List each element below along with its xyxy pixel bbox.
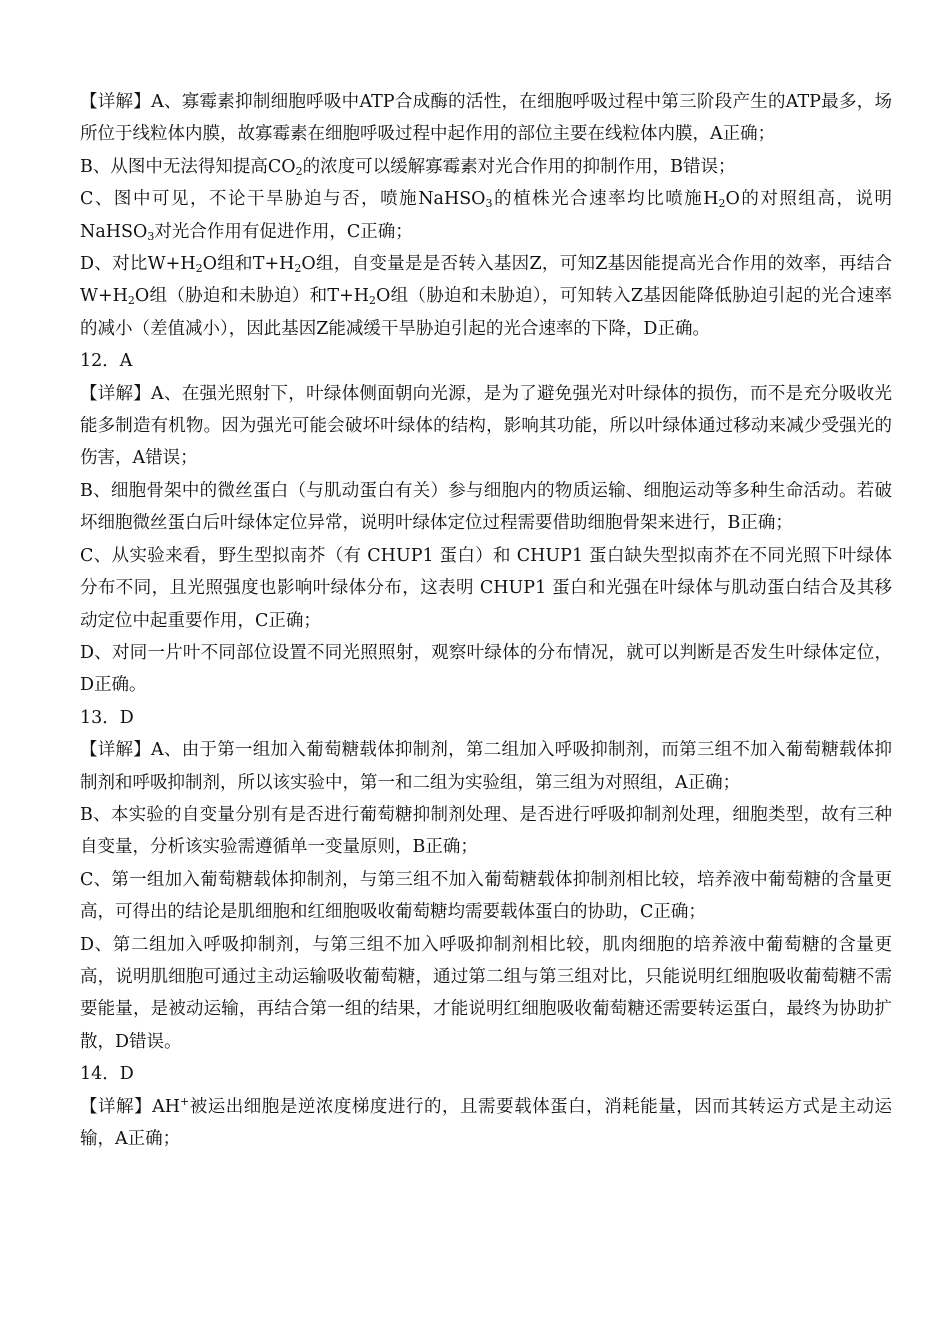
q12-detail-a: 【详解】A、在强光照射下，叶绿体侧面朝向光源，是为了避免强光对叶绿体的损伤，而不是充分吸收光能多制造有机物。因为强光可能会破坏叶绿体的结构，影响其功能，所以叶绿体通过移动来减少受强光的伤害，A错误； bbox=[80, 383, 892, 469]
q14-detail-a: 【详解】AH+被运出细胞是逆浓度梯度进行的，且需要载体蛋白，消耗能量，因而其转运方式是主动运输，A正确； bbox=[80, 1094, 892, 1149]
q11-detail-a: 【详解】A、寡霉素抑制细胞呼吸中ATP合成酶的活性，在细胞呼吸过程中第三阶段产生的ATP最多，场所位于线粒体内膜，故寡霉素在细胞呼吸过程中起作用的部位主要在线粒体内膜，A正确； bbox=[80, 92, 892, 145]
q12-option-d: D、对同一片叶不同部位设置不同光照照射，观察叶绿体的分布情况，就可以判断是否发生叶绿体定位，D正确。 bbox=[80, 642, 892, 696]
q13-answer: 13．D bbox=[80, 707, 134, 728]
document-page bbox=[80, 86, 892, 1155]
q13-detail-a: 【详解】A、由于第一组加入葡萄糖载体抑制剂，第二组加入呼吸抑制剂，而第三组不加入葡萄糖载体抑制剂和呼吸抑制剂，所以该实验中，第一和二组为实验组，第三组为对照组，A正确； bbox=[80, 740, 892, 793]
q12-option-b: B、细胞骨架中的微丝蛋白（与肌动蛋白有关）参与细胞内的物质运输、细胞运动等多种生命活动。若破坏细胞微丝蛋白后叶绿体定位异常，说明叶绿体定位过程需要借助细胞骨架来进行，B正确； bbox=[80, 480, 892, 534]
q11-option-b: B、从图中无法得知提高$CO_2$的浓度可以缓解寡霉素对光合作用的抑制作用，B错误； bbox=[80, 156, 736, 178]
q13-option-d: D、第二组加入呼吸抑制剂，与第三组不加入呼吸抑制剂相比较，肌肉细胞的培养液中葡萄糖的含量更高，说明肌细胞可通过主动运输吸收葡萄糖，通过第二组与第三组对比，只能说明红细胞吸收葡萄糖不需要能量，是被动运输，再结合第一组的结果，才能说明红细胞吸收葡萄糖还需要转运蛋白，最终为协助扩散，D错误。 bbox=[80, 934, 892, 1052]
q13-option-c: C、第一组加入葡萄糖载体抑制剂，与第三组不加入葡萄糖载体抑制剂相比较，培养液中葡萄糖的含量更高，可得出的结论是肌细胞和红细胞吸收葡萄糖均需要载体蛋白的协助，C正确； bbox=[80, 869, 892, 923]
q11-option-d: D、对比$W+H_2O$组和$T+H_2O$组，自变量是是否转入基因Z，可知Z基因能提高光合作用的效率，再结合$W+H_2O$组（胁迫和未胁迫）和$T+H_2O$组（胁迫和未胁迫），可知转入Z基因能降低胁迫引起的光合速率的减小（差值减小），因此基因Z能减缓干旱胁迫引起的光合速率的下降，D正确。 bbox=[80, 254, 892, 339]
q12-answer: 12．A bbox=[80, 351, 133, 372]
q12-option-c: C、从实验来看，野生型拟南芥（有 CHUP1 蛋白）和 CHUP1 蛋白缺失型拟南芥在不同光照下叶绿体分布不同，且光照强度也影响叶绿体分布，这表明 CHUP1 蛋白和光强在叶绿体与肌动蛋白结合及其移动定位中起重要作用，C正确； bbox=[80, 545, 892, 631]
q11-option-c: C、图中可见，不论干旱胁迫与否，喷施NaHSO$_3$的植株光合速率均比喷施$H_2O$的对照组高，说明NaHSO$_3$对光合作用有促进作用，C正确； bbox=[80, 189, 892, 243]
q13-option-b: B、本实验的自变量分别有是否进行葡萄糖抑制剂处理、是否进行呼吸抑制剂处理，细胞类型，故有三种自变量，分析该实验需遵循单一变量原则，B正确； bbox=[80, 804, 892, 858]
q14-answer: 14．D bbox=[80, 1064, 134, 1085]
